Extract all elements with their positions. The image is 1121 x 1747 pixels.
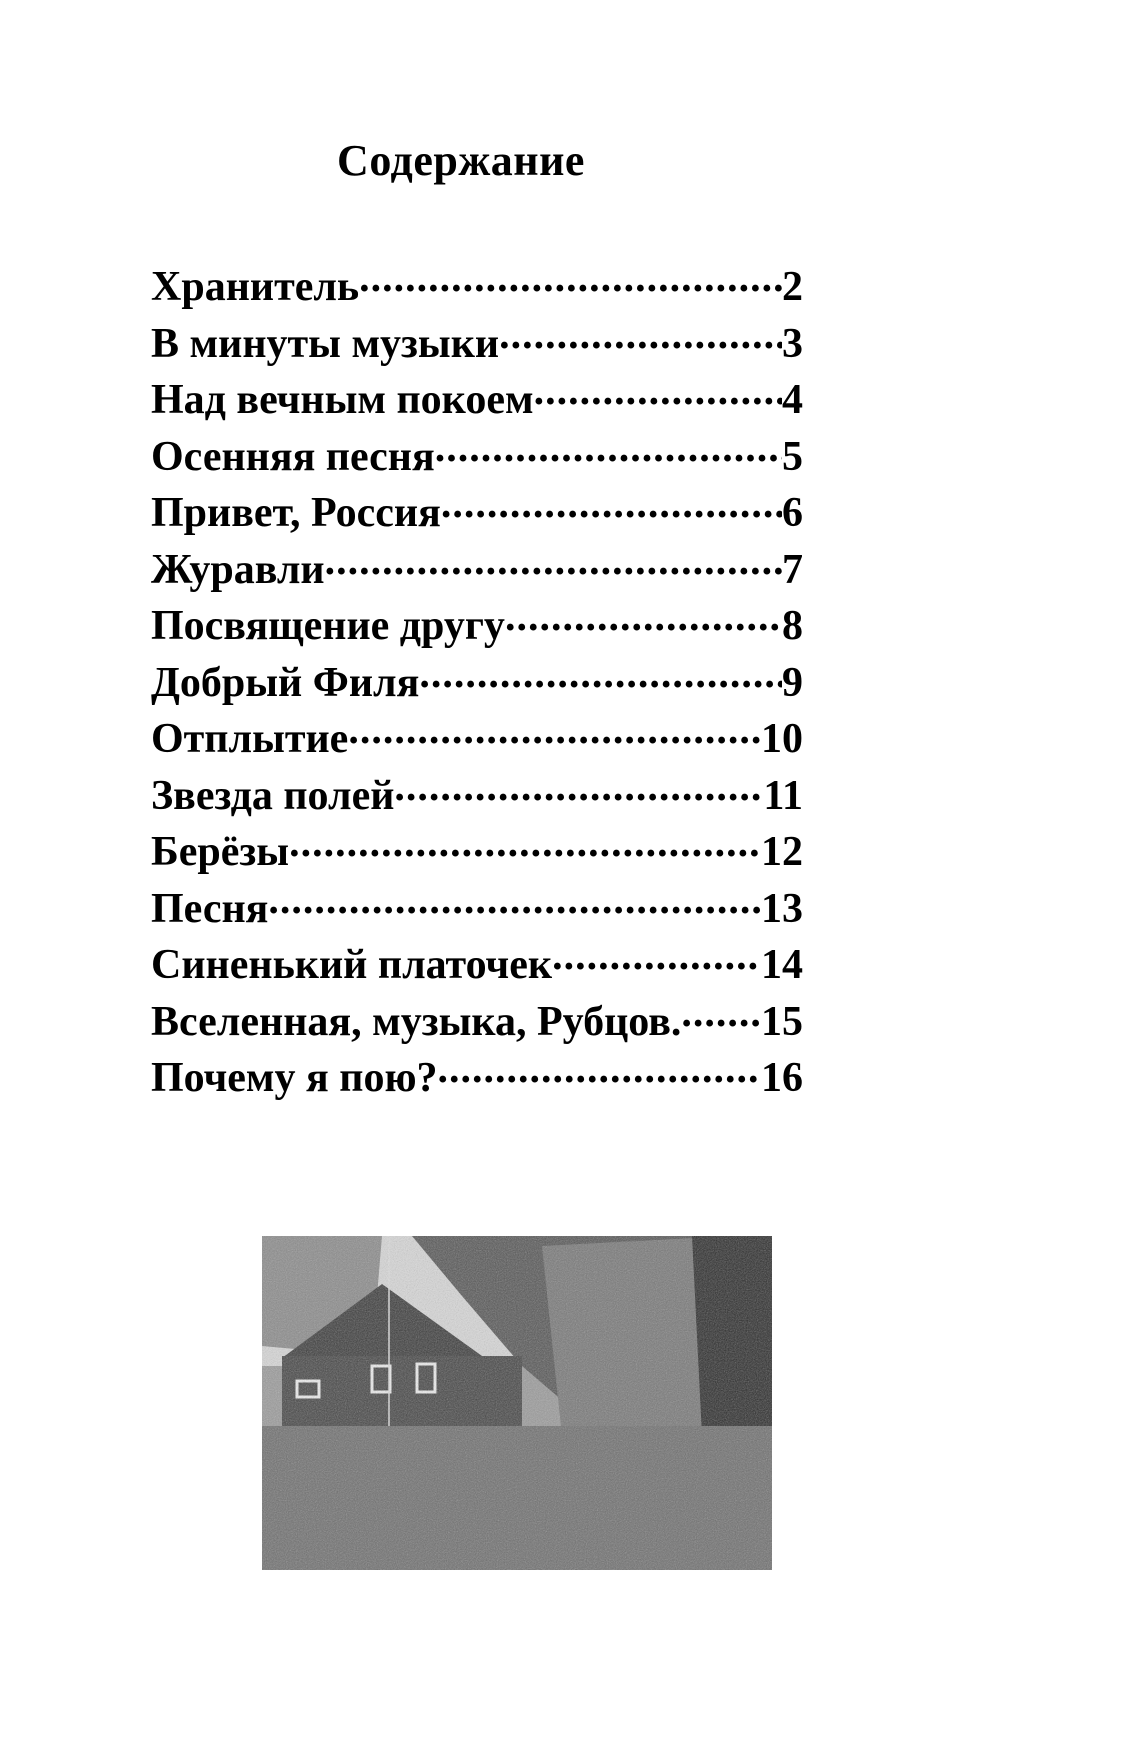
toc-entry (151, 823, 803, 880)
dot-leader (505, 597, 782, 639)
toc-entry-title: Хранитель (151, 264, 360, 310)
toc-entry-title: Посвящение другу (151, 603, 505, 649)
toc-entry-page: 2 (782, 264, 803, 310)
toc-entry-title: Привет, Россия (151, 490, 441, 536)
dot-leader (268, 880, 761, 922)
toc-entry-page: 8 (782, 603, 803, 649)
dot-leader (419, 654, 782, 696)
toc-entry-title: Над вечным покоем (151, 377, 534, 423)
toc-entry-page: 14 (761, 942, 803, 988)
house-photo (262, 1236, 772, 1570)
toc-entry (151, 880, 803, 937)
dot-leader (681, 993, 761, 1035)
toc-entry (151, 371, 803, 428)
toc-entry (151, 315, 803, 372)
dot-leader (441, 484, 782, 526)
page-title: Содержание (337, 136, 585, 185)
toc-entry-page: 13 (761, 885, 803, 932)
toc-entry (151, 428, 803, 485)
dot-leader (348, 710, 761, 752)
toc-entry (151, 541, 803, 598)
dot-leader (359, 258, 782, 300)
dot-leader (552, 936, 761, 978)
toc-entry (151, 767, 803, 824)
dot-leader (435, 428, 782, 470)
toc-entry (151, 710, 803, 767)
dot-leader (499, 315, 782, 357)
toc-entry-page: 6 (782, 490, 803, 536)
dot-leader (325, 541, 782, 583)
toc-entry-page: 5 (782, 433, 803, 480)
toc-entry (151, 258, 803, 315)
toc-entry-page: 7 (782, 546, 803, 593)
toc-entry-title: Добрый Филя (151, 659, 420, 706)
toc-entry-title: Журавли (151, 546, 325, 593)
toc-entry (151, 993, 803, 1050)
dot-leader (438, 1049, 761, 1091)
toc-entry-page: 12 (761, 829, 803, 875)
toc-entry-title: Почему я пою? (151, 1055, 438, 1101)
toc-entry (151, 484, 803, 541)
toc-entry-title: Вселенная, музыка, Рубцов. (151, 998, 682, 1045)
toc-entry-title: Отплытие (151, 716, 349, 762)
toc-entry-title: Звезда полей (151, 772, 395, 819)
toc-entry (151, 654, 803, 711)
toc-entry-title: Берёзы (151, 829, 290, 875)
toc-entry-title: Песня (151, 885, 269, 932)
toc-entry-page: 3 (782, 320, 803, 367)
toc-entry-page: 16 (761, 1055, 803, 1101)
toc-entry-page: 11 (763, 772, 803, 819)
toc-entry-page: 15 (761, 998, 803, 1045)
toc-entry-title: В минуты музыки (151, 320, 500, 367)
dot-leader (394, 767, 763, 809)
table-of-contents (151, 258, 803, 1106)
toc-entry (151, 597, 803, 654)
toc-entry-page: 4 (782, 377, 803, 423)
dot-leader (534, 371, 782, 413)
dot-leader (289, 823, 761, 865)
toc-entry (151, 936, 803, 993)
toc-entry-title: Осенняя песня (151, 433, 435, 480)
toc-entry (151, 1049, 803, 1106)
toc-entry-title: Синенький платочек (151, 942, 553, 988)
toc-entry-page: 10 (761, 716, 803, 762)
toc-entry-page: 9 (782, 659, 803, 706)
